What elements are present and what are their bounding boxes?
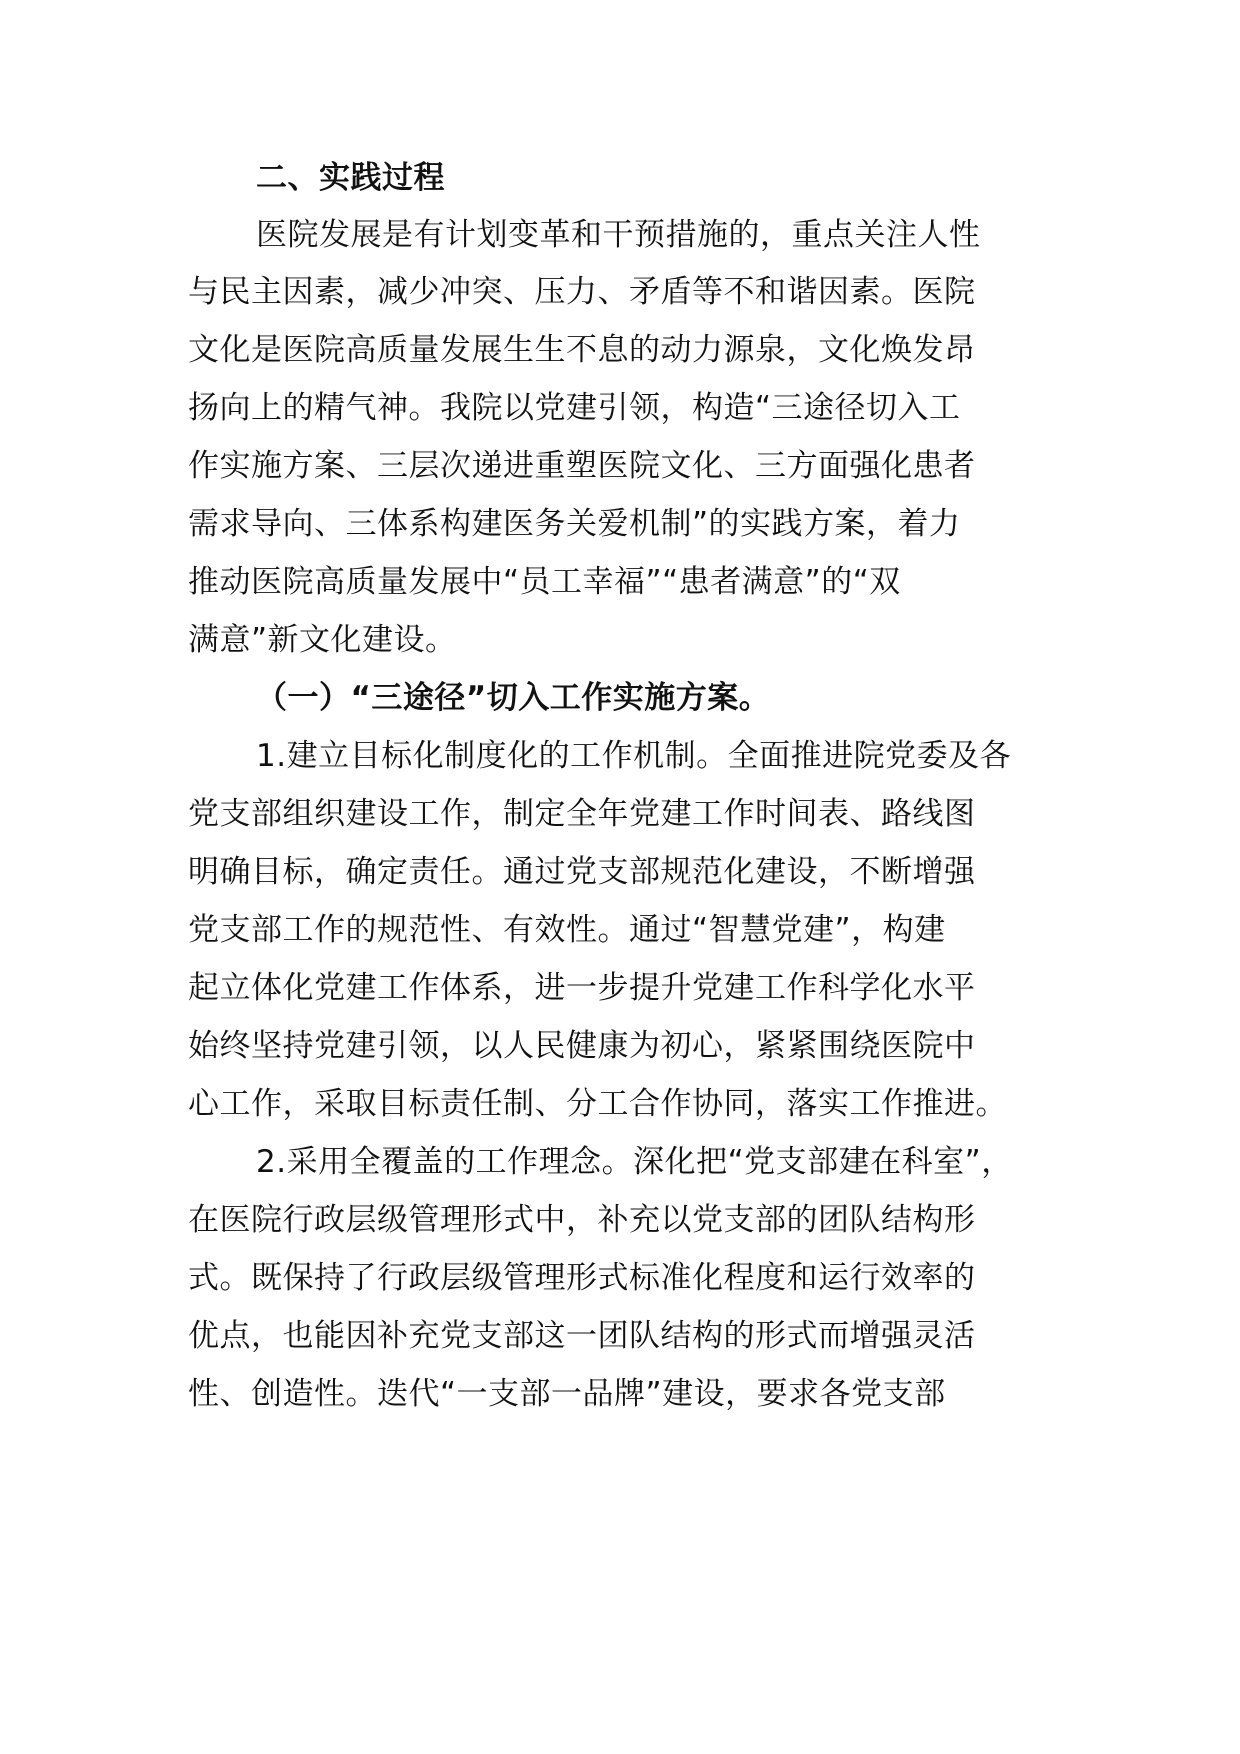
paragraph-line: 党支部工作的规范性、有效性。通过“智慧党建”，构建	[188, 912, 946, 948]
paragraph-line: 2.采用全覆盖的工作理念。深化把“党支部建在科室”，	[256, 1144, 1013, 1180]
paragraph-line: 心工作，采取目标责任制、分工合作协同，落实工作推进。	[188, 1086, 1007, 1122]
paragraph-line: 扬向上的精气神。我院以党建引领，构造“三途径切入工	[188, 390, 961, 426]
paragraph-line: 推动医院高质量发展中“员工幸福”“患者满意”的“双	[188, 564, 901, 600]
paragraph-line: 党支部组织建设工作，制定全年党建工作时间表、路线图	[188, 796, 976, 832]
paragraph-line: 医院发展是有计划变革和干预措施的，重点关注人性	[256, 217, 981, 253]
paragraph-line: 需求导向、三体系构建医务关爱机制”的实践方案，着力	[188, 506, 961, 542]
paragraph-line: 文化是医院高质量发展生生不息的动力源泉，文化焕发昂	[188, 332, 976, 368]
paragraph-line: 性、创造性。迭代“一支部一品牌”建设，要求各党支部	[188, 1376, 946, 1412]
paragraph-line: 始终坚持党建引领，以人民健康为初心，紧紧围绕医院中	[188, 1028, 976, 1064]
paragraph-line: 明确目标，确定责任。通过党支部规范化建设，不断增强	[188, 854, 976, 890]
paragraph-line: 优点，也能因补充党支部这一团队结构的形式而增强灵活	[188, 1318, 976, 1354]
paragraph-line: 满意”新文化建设。	[188, 622, 457, 658]
paragraph-line: 1.建立目标化制度化的工作机制。全面推进院党委及各	[256, 738, 1012, 774]
subsection-heading: （一）“三途径”切入工作实施方案。	[256, 680, 771, 716]
paragraph-line: 与民主因素，减少冲突、压力、矛盾等不和谐因素。医院	[188, 274, 976, 310]
paragraph-line: 式。既保持了行政层级管理形式标准化程度和运行效率的	[188, 1260, 976, 1296]
section-heading: 二、实践过程	[256, 160, 445, 196]
paragraph-line: 在医院行政层级管理形式中，补充以党支部的团队结构形	[188, 1202, 976, 1238]
paragraph-line: 起立体化党建工作体系，进一步提升党建工作科学化水平	[188, 970, 976, 1006]
paragraph-line: 作实施方案、三层次递进重塑医院文化、三方面强化患者	[188, 448, 976, 484]
